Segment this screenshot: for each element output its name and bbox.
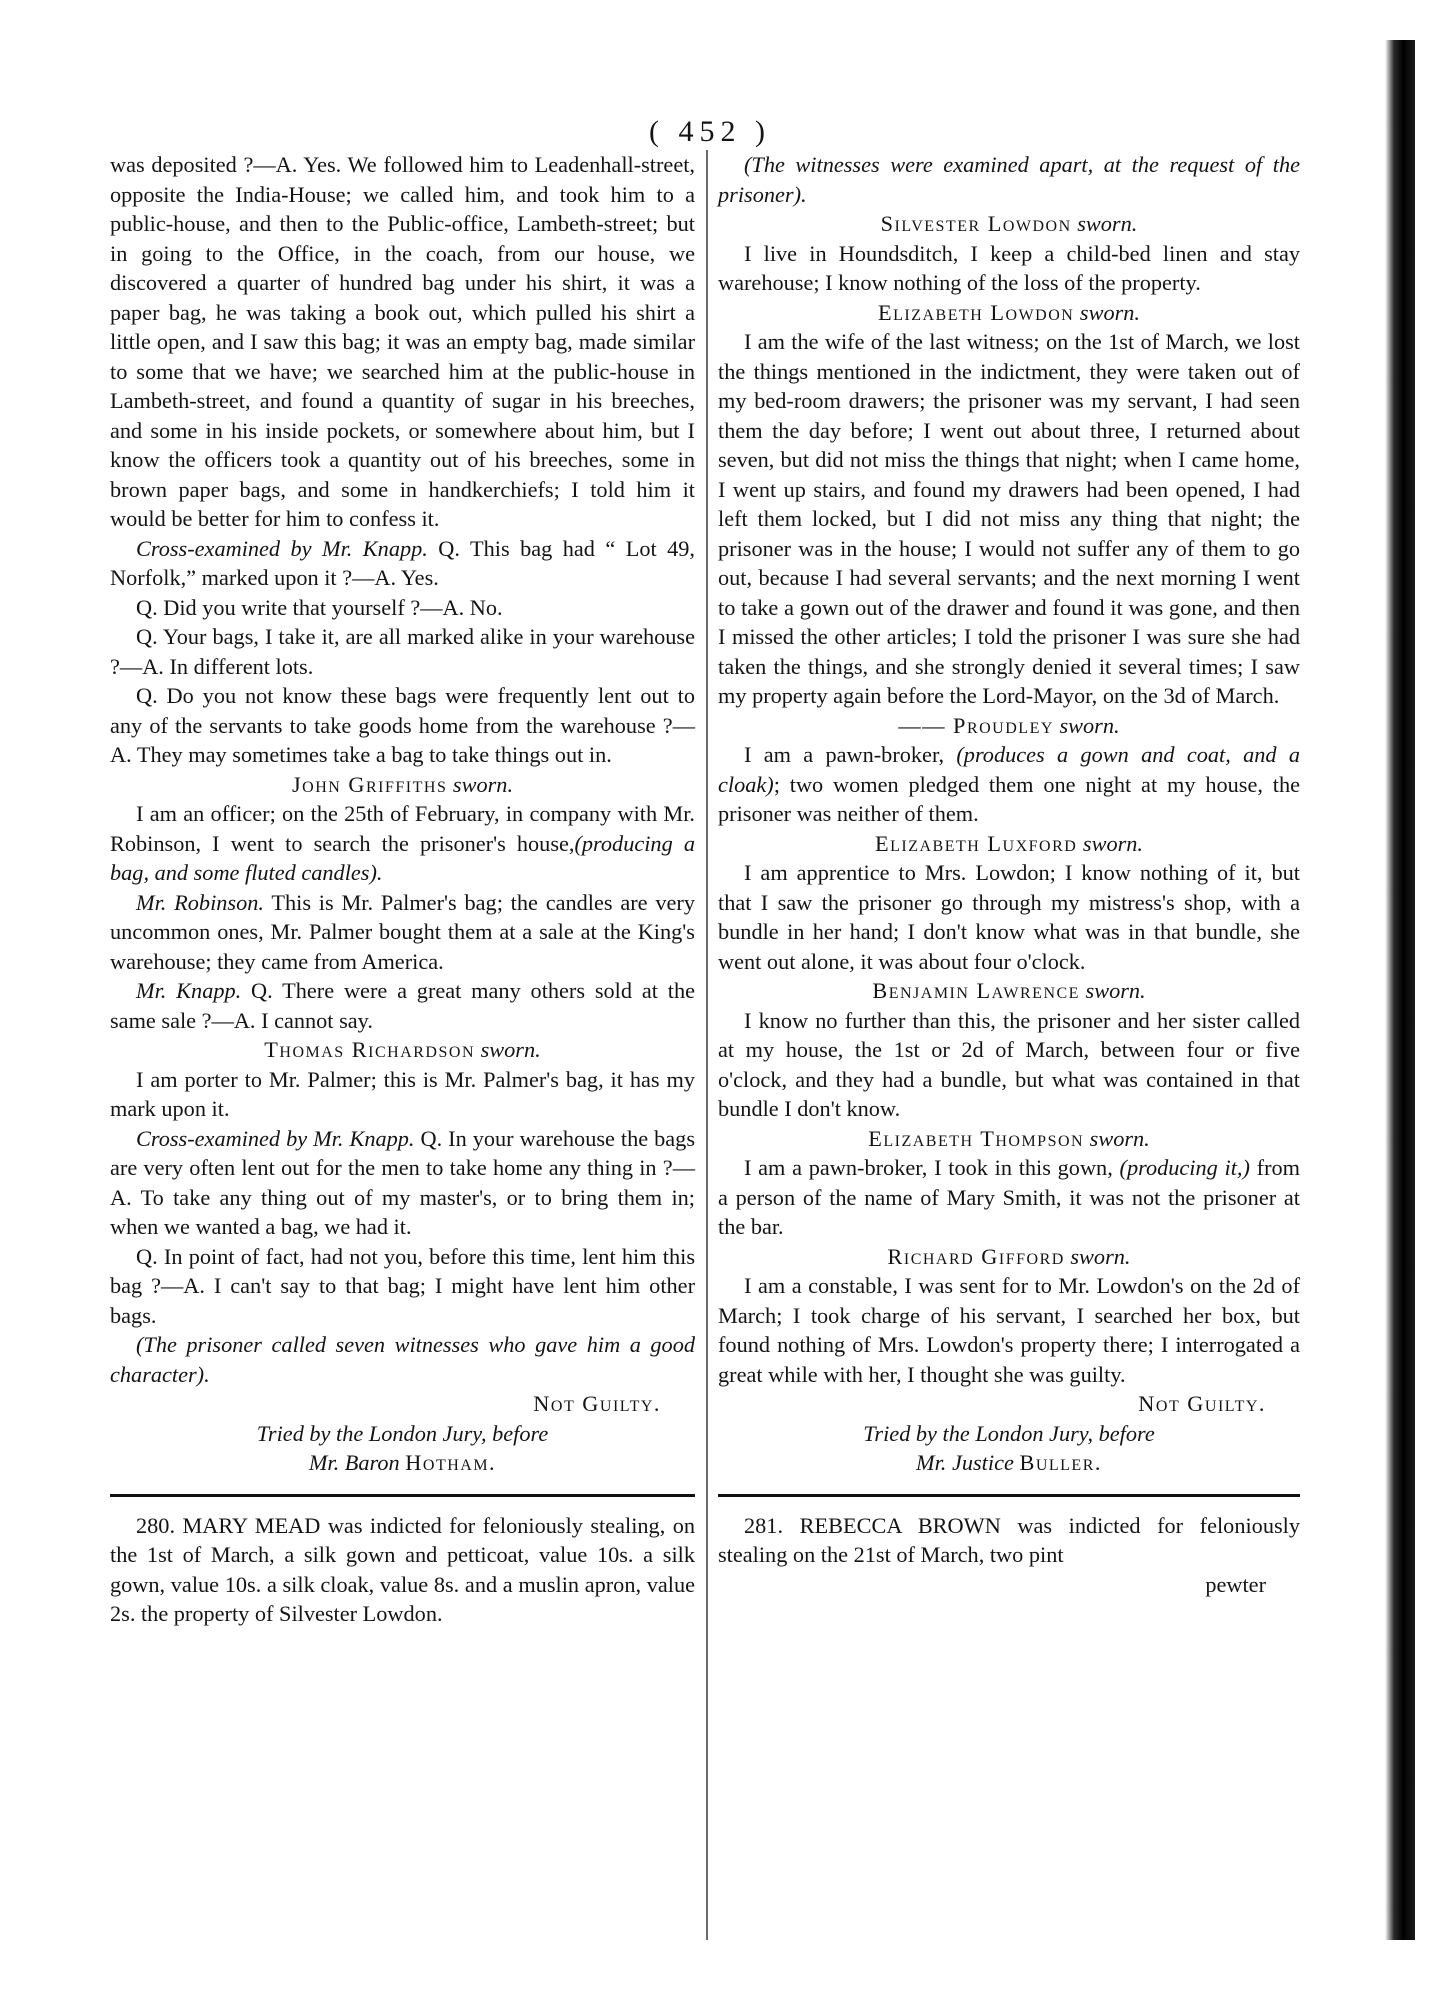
right-para-8: I am a constable, I was sent for to Mr. Lowdon's on the 2d of March; I took charge of his servant, I searched her box, but found nothing of Mrs. Lowdon's property there; I interrogated a great while with her, I thought she was guilty.	[718, 1273, 1300, 1387]
witness-heading: Richard Gifford sworn.	[887, 1243, 1131, 1269]
cross-exam-label: Cross-examined by Mr. Knapp.	[136, 535, 428, 561]
left-para-11: Q. In point of fact, had not you, before this time, lent him this bag ?—A. I can't say to that bag; I might have lent him other bags.	[110, 1243, 695, 1328]
scan-edge-shadow	[1385, 40, 1415, 1940]
case-281: 281. REBECCA BROWN was indicted for feloniously stealing on the 21st of March, two pint	[718, 1512, 1300, 1567]
left-para-12: (The prisoner called seven witnesses who gave him a good character).	[110, 1332, 695, 1387]
case-separator-rule	[110, 1494, 695, 1497]
page-number: ( 452 )	[649, 115, 771, 148]
column-divider	[706, 150, 708, 1940]
verdict: Not Guilty.	[1138, 1391, 1266, 1416]
left-para-5: Q. Do you not know these bags were frequently lent out to any of the servants to take goods home from the warehouse ?—A. They may sometimes take a bag to take things out in.	[110, 683, 695, 767]
witness-heading: —— Proudley sworn.	[898, 712, 1120, 738]
tried-line: Tried by the London Jury, before	[256, 1420, 549, 1446]
witness-heading: Elizabeth Luxford sworn.	[875, 830, 1143, 856]
right-para-6: I know no further than this, the prisoner and her sister called at my house, the 1st or 2d of March, between four or five o'clock, and they had a bundle, but what was contained in that bundle I don't know.	[718, 1007, 1300, 1121]
left-para-6: I am an officer; on the 25th of February, in company with Mr. Robinson, I went to search the prisoner's house,(producing a bag, and some fluted candles).	[110, 801, 695, 885]
left-para-4: Q. Your bags, I take it, are all marked alike in your warehouse ?—A. In different lots.	[110, 624, 695, 679]
tried-line: Tried by the London Jury, before	[863, 1420, 1155, 1446]
witness-heading: Benjamin Lawrence sworn.	[872, 978, 1146, 1003]
right-column	[718, 150, 1300, 1599]
left-para-3: Q. Did you write that yourself ?—A. No.	[136, 594, 503, 620]
case-separator-rule	[718, 1494, 1300, 1497]
right-para-5: I am apprentice to Mrs. Lowdon; I know nothing of it, but that I saw the prisoner go through my mistress's shop, with a bundle in her hand; I don't know what was in that bundle, she went out alone, it was about four o'clock.	[718, 860, 1300, 974]
left-para-10: Cross-examined by Mr. Knapp. Q. In your warehouse the bags are very often lent out for the men to take home any thing in ?—A. To take any thing out of my master's, or to bring them in; when we wanted a bag, we had it.	[110, 1125, 696, 1239]
catchword: pewter	[1205, 1571, 1266, 1597]
right-para-1: (The witnesses were examined apart, at the request of the prisoner).	[718, 152, 1300, 207]
case-280: 280. MARY MEAD was indicted for feloniously stealing, on the 1st of March, a silk gown and petticoat, value 10s. a silk gown, value 10s. a silk cloak, value 8s. and a muslin apron, value 2s. the property of Silvester Lowdon.	[110, 1512, 695, 1626]
right-para-4: I am a pawn-broker, (produces a gown and coat, and a cloak); two women pledged them one night at my house, the prisoner was neither of them.	[718, 742, 1300, 826]
right-para-2: I live in Houndsditch, I keep a child-bed linen and stay warehouse; I know nothing of the loss of the property.	[718, 240, 1300, 295]
left-para-9: I am porter to Mr. Palmer; this is Mr. Palmer's bag, it has my mark upon it.	[110, 1066, 695, 1121]
left-para-2: Cross-examined by Mr. Knapp. Q. This bag had “ Lot 49, Norfolk,” marked upon it ?—A. Yes.	[110, 535, 695, 590]
right-para-7: I am a pawn-broker, I took in this gown, (producing it,) from a person of the name of Mary Smith, it was not the prisoner at the bar.	[718, 1155, 1300, 1239]
judge-line: Mr. Baron Hotham.	[308, 1450, 497, 1475]
left-para-8: Mr. Knapp. Q. There were a great many others sold at the same sale ?—A. I cannot say.	[110, 978, 695, 1033]
verdict: Not Guilty.	[533, 1391, 661, 1416]
left-para-1: was deposited ?—A. Yes. We followed him to Leadenhall-street, opposite the India-House; we called him, and took him to a public-house, and then to the Public-office, Lambeth-street; but in going to the Office, in the coach, from our house, we discovered a quarter of hundred bag under his shirt, it was a paper bag, he was taking a book out, which pulled his shirt a little open, and I saw this bag; it was an empty bag, made similar to some that we have; we searched him at the public-house in Lambeth-street, and found a quantity of sugar in his breeches, and some in his inside pockets, or somewhere about him, but I know the officers took a quantity out of his breeches, some in brown paper bags, and some in handkerchiefs; I told him it would be better for him to confess it.	[110, 152, 695, 531]
left-para-7: Mr. Robinson. This is Mr. Palmer's bag; the candles are very uncommon ones, Mr. Palmer bought them at a sale at the King's warehouse; they came from America.	[110, 889, 695, 974]
witness-heading: Elizabeth Lowdon sworn.	[877, 299, 1141, 325]
judge-line: Mr. Justice Buller.	[916, 1450, 1102, 1475]
witness-heading: Thomas Richardson sworn.	[264, 1037, 541, 1062]
witness-heading: Silvester Lowdon sworn.	[880, 211, 1138, 236]
witness-heading: John Griffiths sworn.	[291, 771, 514, 797]
left-column	[110, 150, 695, 1629]
witness-heading: Elizabeth Thompson sworn.	[868, 1125, 1150, 1151]
right-para-3: I am the wife of the last witness; on the 1st of March, we lost the things mentioned in the indictment, they were taken out of my bed-room drawers; the prisoner was my servant, I had seen them the day before; I went out about three, I returned about seven, but did not miss the things that night; when I came home, I went up stairs, and found my drawers had been opened, I had left them locked, but I did not miss any thing that night; the prisoner was in the house; I would not suffer any of them to go out, because I had several servants; and the next morning I went to take a gown out of the drawer and found it was gone, and then I missed the other articles; I told the prisoner I was sure she had taken the things, and she strongly denied it several times; I saw my property again before the Lord-Mayor, on the 3d of March.	[718, 329, 1300, 708]
